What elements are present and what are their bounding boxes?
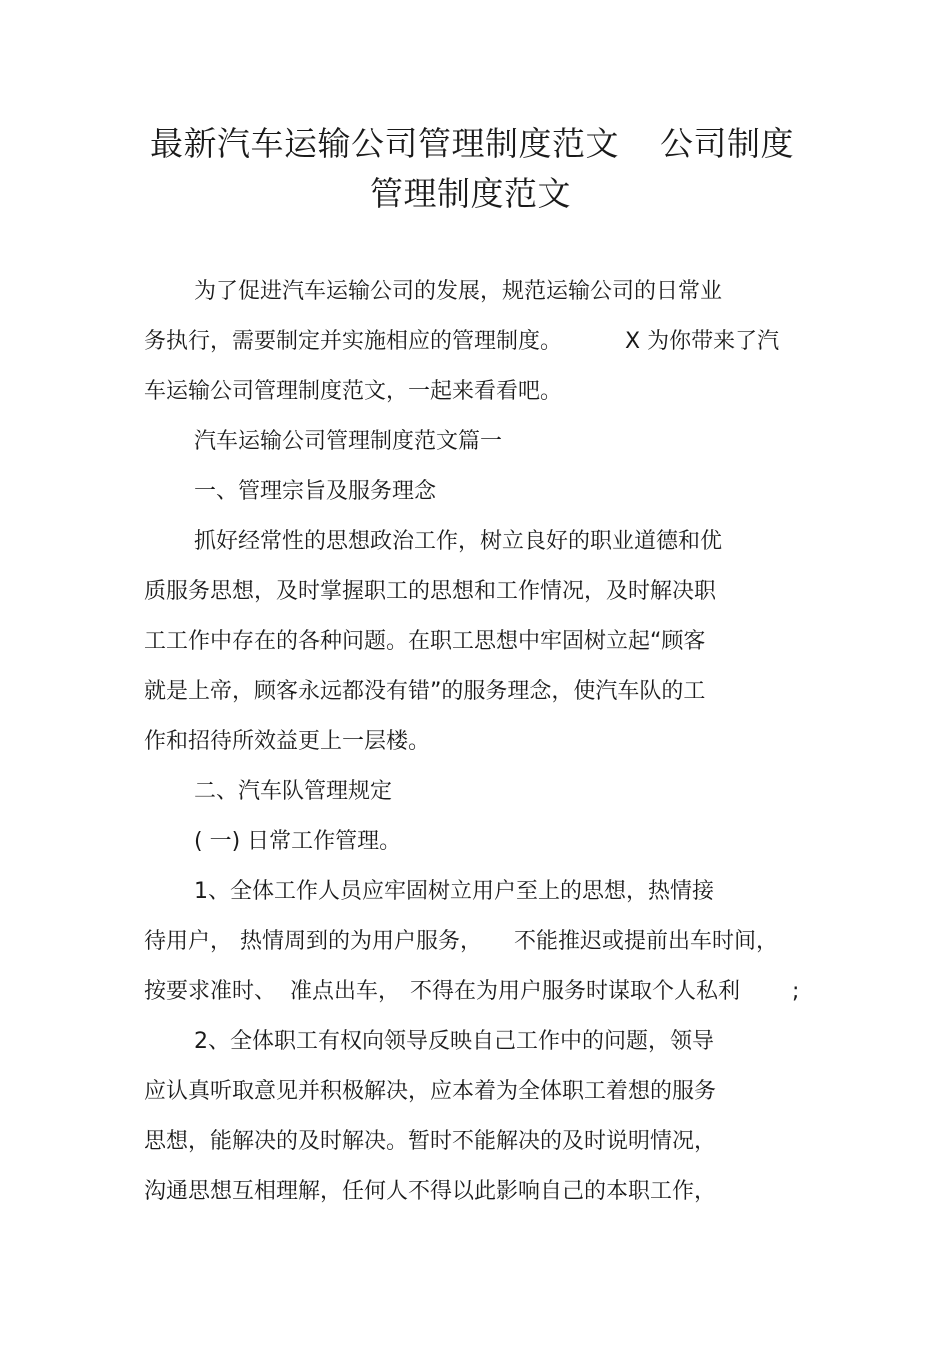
item-1-line-3b: 准点出车， [290, 979, 401, 1004]
heading-1: 一、管理宗旨及服务理念 [194, 479, 437, 504]
intro-line-3: 车运输公司管理制度范文，一起来看看吧。 [144, 379, 563, 404]
heading-2: 二、汽车队管理规定 [194, 779, 393, 804]
document-title-line-2 [370, 174, 571, 214]
para-1-line-3: 工工作中存在的各种问题。在职工思想中牢固树立起“顾客 [144, 629, 706, 654]
item-1-line-3d: ; [792, 979, 800, 1004]
subheading-1: ( 一) 日常工作管理。 [194, 829, 402, 854]
para-1-line-1: 抓好经常性的思想政治工作，树立良好的职业道德和优 [194, 529, 723, 554]
item-1-line-2b: 热情周到的为用户服务， [240, 929, 483, 954]
item-2-line-4: 沟通思想互相理解，任何人不得以此影响自己的本职工作， [144, 1179, 717, 1204]
item-2-line-1: 2、全体职工有权向领导反映自己工作中的问题，领导 [194, 1029, 714, 1054]
item-2-line-3: 思想，能解决的及时解决。暂时不能解决的及时说明情况， [144, 1129, 717, 1154]
document-title-part-2: 公司制度 [660, 124, 794, 163]
item-1-line-1: 1、全体工作人员应牢固树立用户至上的思想，热情接 [194, 879, 714, 904]
para-1-line-4: 就是上帝，顾客永远都没有错”的服务理念，使汽车队的工 [144, 679, 706, 704]
para-1-line-5: 作和招待所效益更上一层楼。 [144, 729, 431, 754]
item-1-line-2c: 不能推迟或提前出车时间， [514, 929, 779, 954]
document-title-part-3: 管理制度范文 [370, 174, 571, 213]
item-1-line-3a: 按要求准时、 [144, 979, 277, 1004]
item-2-line-2: 应认真听取意见并积极解决，应本着为全体职工着想的服务 [144, 1079, 717, 1104]
document-title-line-1 [150, 124, 619, 164]
intro-line-1: 为了促进汽车运输公司的发展，规范运输公司的日常业 [194, 279, 723, 304]
para-1-line-2: 质服务思想，及时掌握职工的思想和工作情况，及时解决职 [144, 579, 717, 604]
item-1-line-3c: 不得在为用户服务时谋取个人私利 [410, 979, 741, 1004]
intro-line-2b: X 为你带来了汽 [625, 329, 780, 354]
document-title-part-1: 最新汽车运输公司管理制度范文 [150, 124, 619, 163]
item-1-line-2a: 待用户， [144, 929, 233, 954]
section-title: 汽车运输公司管理制度范文篇一 [194, 429, 503, 454]
document-title-line-1b [660, 124, 794, 164]
intro-line-2a: 务执行，需要制定并实施相应的管理制度。 [144, 329, 563, 354]
